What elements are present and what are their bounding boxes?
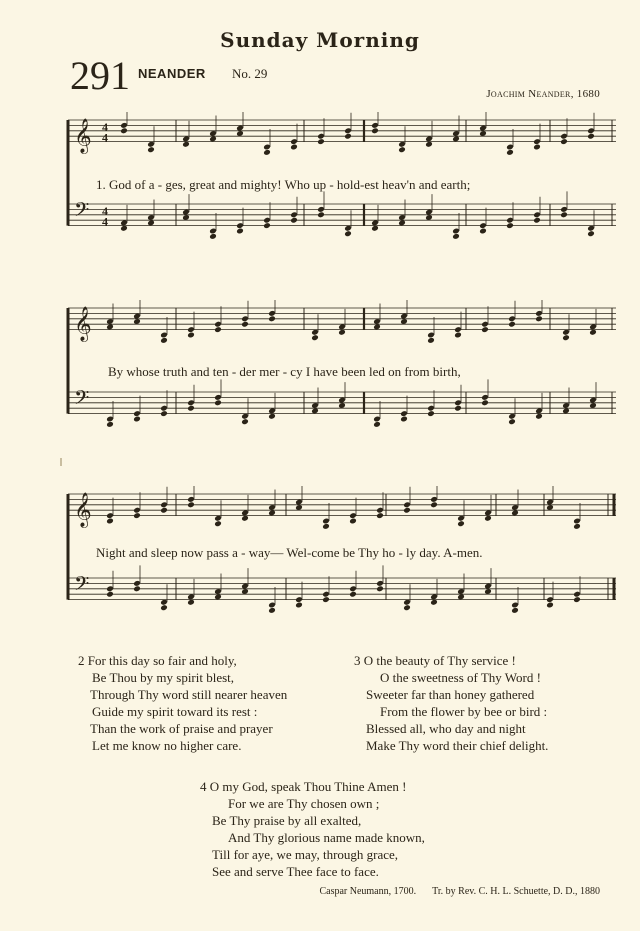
verse-number: 2 (78, 653, 85, 668)
note-head (268, 315, 276, 322)
note-head (268, 607, 276, 614)
note-head (573, 523, 581, 530)
note-head (106, 518, 114, 525)
verse-4 (200, 778, 425, 880)
note-head (106, 591, 114, 598)
section-title: Sunday Morning (220, 28, 420, 52)
note-head (160, 410, 168, 417)
note-head (290, 217, 298, 224)
verse-number: 3 (354, 653, 361, 668)
verse-line: Blessed all, who day and night (366, 721, 526, 736)
note-head (533, 144, 541, 151)
note-head (322, 596, 330, 603)
verse-2 (78, 652, 287, 754)
verse-line: Let me know no higher care. (92, 738, 242, 753)
treble-clef-icon: 𝄞 (74, 306, 92, 342)
note-head (349, 591, 357, 598)
verse-line: Till for aye, we may, through grace, (212, 847, 399, 862)
verse-line: O the sweetness of Thy Word ! (380, 670, 541, 685)
note-head (133, 585, 141, 592)
verse-line: Through Thy word still nearer heaven (90, 687, 288, 702)
note-head (403, 604, 411, 611)
time-signature-top: 4 (102, 203, 108, 218)
note-head (236, 228, 244, 235)
composer-credit: Joachim Neander, 1680 (486, 88, 600, 100)
note-head (430, 501, 438, 508)
note-head (573, 596, 581, 603)
verse-line: Than the work of praise and prayer (90, 721, 273, 736)
note-head (106, 421, 114, 428)
verse-3 (354, 652, 548, 754)
note-head (160, 337, 168, 344)
note-head (479, 228, 487, 235)
time-signature-top: 4 (102, 119, 108, 134)
note-head (160, 507, 168, 514)
music-system-2 (64, 300, 620, 460)
verse-line: Make Thy word their chief delight. (366, 738, 549, 753)
verse-line: From the flower by bee or bird : (380, 704, 548, 719)
note-head (457, 520, 465, 527)
note-head (376, 512, 384, 519)
note-head (546, 602, 554, 609)
verse-line: See and serve Thee face to face. (212, 864, 379, 879)
verse-line: 3 O the beauty of Thy service ! (354, 653, 516, 668)
verse-line: Be Thou by my spirit blest, (92, 670, 235, 685)
treble-clef-icon: 𝄞 (74, 118, 92, 154)
note-head (508, 418, 516, 425)
note-head (147, 146, 155, 153)
note-head (373, 421, 381, 428)
note-head (263, 149, 271, 156)
lyric-line-2: By whose truth and ten - der mer - cy I have been led on from birth, (108, 364, 461, 379)
verse-line: And Thy glorious name made known, (228, 830, 425, 845)
lyric-line-3: Night and sleep now pass a - way— Wel-come be Thy ho - ly day. A-men. (96, 545, 483, 560)
time-signature-bottom: 4 (102, 214, 108, 229)
note-head (214, 326, 222, 333)
note-head (427, 337, 435, 344)
note-head (587, 230, 595, 237)
note-head (317, 211, 325, 218)
bass-clef-icon: 𝄢 (74, 198, 90, 227)
note-head (400, 416, 408, 423)
note-head (344, 230, 352, 237)
page-mark (60, 458, 62, 466)
hymn-number: 291 (70, 53, 130, 98)
verse-line: 4 O my God, speak Thou Thine Amen ! (200, 779, 407, 794)
note-head (506, 222, 514, 229)
note-head (133, 512, 141, 519)
treble-clef-icon: 𝄞 (74, 492, 92, 528)
note-head (214, 399, 222, 406)
note-head (481, 326, 489, 333)
note-head (560, 211, 568, 218)
note-head (187, 332, 195, 339)
verse-line: Guide my spirit toward its rest : (92, 704, 258, 719)
note-head (427, 410, 435, 417)
note-head (187, 501, 195, 508)
note-head (209, 233, 217, 240)
tune-number: No. 29 (232, 66, 268, 81)
note-head (562, 334, 570, 341)
note-head (560, 138, 568, 145)
note-head (535, 315, 543, 322)
note-head (295, 602, 303, 609)
note-head (511, 607, 519, 614)
note-head (452, 233, 460, 240)
note-head (187, 405, 195, 412)
note-head (160, 604, 168, 611)
note-head (311, 334, 319, 341)
note-head (133, 416, 141, 423)
verse-number: 4 (200, 779, 207, 794)
note-head (533, 217, 541, 224)
note-head (317, 138, 325, 145)
note-head (322, 523, 330, 530)
author-credit: Caspar Neumann, 1700. (319, 886, 417, 897)
bass-clef-icon: 𝄢 (74, 572, 90, 601)
note-head (371, 127, 379, 134)
note-head (481, 399, 489, 406)
lyric-line-1: 1. God of a - ges, great and mighty! Who up - hold-est heav'n and earth; (96, 177, 471, 192)
note-head (454, 332, 462, 339)
verse-line: Be Thy praise by all exalted, (212, 813, 362, 828)
note-head (241, 321, 249, 328)
note-head (587, 133, 595, 140)
tune-name: NEANDER (138, 66, 206, 81)
note-head (454, 405, 462, 412)
verse-line: 2 For this day so fair and holy, (78, 653, 237, 668)
bass-clef-icon: 𝄢 (74, 386, 90, 415)
note-head (263, 222, 271, 229)
note-head (344, 133, 352, 140)
note-head (120, 127, 128, 134)
note-head (398, 146, 406, 153)
note-head (290, 144, 298, 151)
translator-credit: Tr. by Rev. C. H. L. Schuette, D. D., 1880 (432, 886, 600, 897)
translation-credit (303, 886, 600, 897)
note-head (349, 518, 357, 525)
note-head (241, 418, 249, 425)
verse-line: Sweeter far than honey gathered (366, 687, 535, 702)
note-head (403, 507, 411, 514)
verse-line: For we are Thy chosen own ; (228, 796, 380, 811)
time-signature-bottom: 4 (102, 130, 108, 145)
note-head (508, 321, 516, 328)
note-head (376, 585, 384, 592)
note-head (214, 520, 222, 527)
note-head (506, 149, 514, 156)
music-system-3 (64, 486, 620, 646)
